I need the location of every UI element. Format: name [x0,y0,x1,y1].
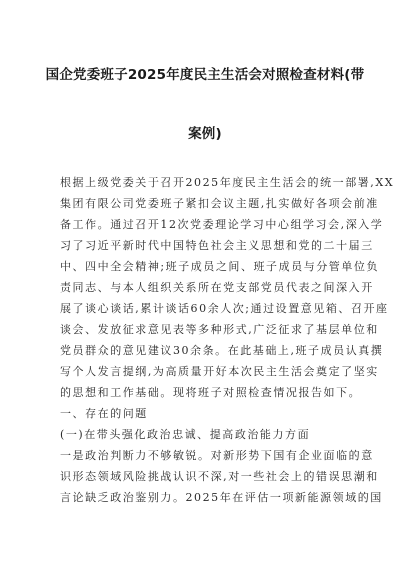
paragraph-line: 集团有限公司党委班子紧扣会议主题,扎实做好各项会前准 [60,197,379,210]
paragraph-line: 根据上级党委关于召开2025年度民主生活会的统一部署,XX [60,176,395,189]
paragraph-line: 的思想和工作基础。现将班子对照检查情况报告如下。 [60,386,362,399]
section-heading: 一、存在的问题 [60,407,148,420]
paragraph-line: 备工作。通过召开12次党委理论学习中心组学习会,深入学 [60,218,384,231]
paragraph-line: 党员群众的意见建议30余条。在此基础上,班子成员认真撰 [60,344,384,357]
paragraph-line: 谈会、发放征求意见表等多种形式,广泛征求了基层单位和 [60,323,379,336]
document-title-line-2: 案例) [188,126,222,142]
paragraph-line: 中、四中全会精神;班子成员之间、班子成员与分管单位负 [60,260,380,273]
paragraph-line: 习了习近平新时代中国特色社会主义思想和党的二十届三 [60,239,374,252]
paragraph-line: 一是政治判断力不够敏锐。对新形势下国有企业面临的意 [60,449,374,462]
paragraph-line: 展了谈心谈话,累计谈话60余人次;通过设置意见箱、召开座 [60,302,389,315]
subsection-heading: (一)在带头强化政治忠诚、提高政治能力方面 [60,428,311,441]
paragraph-line: 识形态领域风险挑战认识不深,对一些社会上的错误思潮和 [60,470,379,483]
paragraph-line: 责同志、与本人组织关系所在党支部党员代表之间深入开 [60,281,374,294]
paragraph-line: 写个人发言提纲,为高质量开好本次民主生活会奠定了坚实 [60,365,379,378]
paragraph-line: 言论缺乏政治鉴别力。2025年在评估一项新能源领域的国 [60,491,383,504]
document-title-line-1: 国企党委班子2025年度民主生活会对照检查材料(带 [45,67,365,83]
document-body [60,172,395,508]
